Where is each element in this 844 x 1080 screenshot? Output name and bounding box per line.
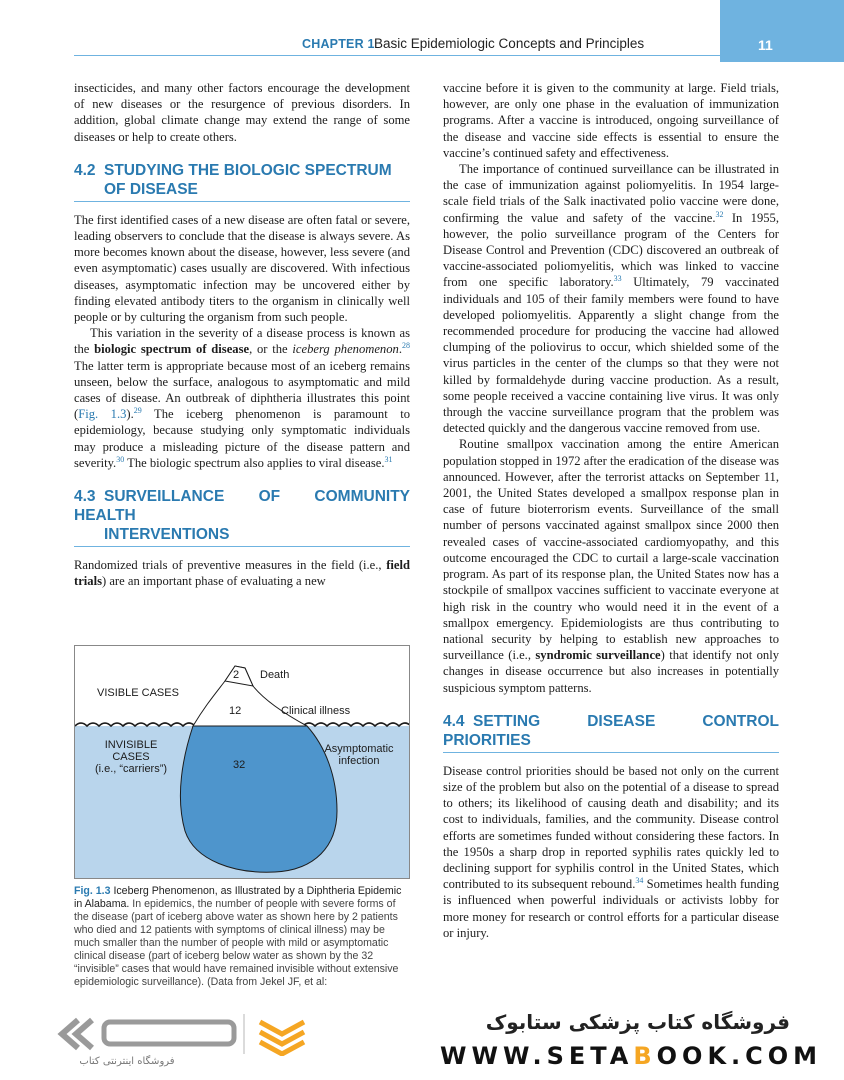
page-number-box [720, 0, 844, 62]
running-title: Basic Epidemiologic Concepts and Principles [374, 36, 645, 51]
section-heading-4-2 [74, 161, 410, 202]
label-invisible-1: INVISIBLE [104, 739, 158, 751]
paragraph: insecticides, and many other factors encourage the development of new diseases or the resurgence of previous disorders. In addition, global climate change may extend the range of some diseases or help to create others. [74, 81, 410, 144]
reference-link[interactable]: 33 [613, 274, 622, 284]
text-run: The biologic spectrum also applies to viral disease. [124, 455, 385, 470]
paragraph: The first identified cases of a new disease are often fatal or severe, leading observers to conclude that the disease is always severe. As more becomes known about the disease, however, less severe (and even asymptomatic) cases usually are discovered. With infectious diseases, asymptomatic infection may be uncovered either by finding elevated antibody titers to the organism in clinically well people or by culturing the organism from such people. [74, 212, 410, 325]
section-title-line: SURVEILLANCE OF COMMUNITY HEALTH [74, 488, 410, 525]
iceberg-illustration [74, 645, 410, 879]
iceberg-svg [75, 646, 409, 878]
text-run: ) are an important phase of evaluating a new [101, 574, 326, 589]
count-clinical: 12 [229, 705, 242, 717]
reference-link[interactable]: 29 [133, 406, 142, 416]
label-invisible-2: CASES [112, 751, 150, 763]
figure-link[interactable]: Fig. 1.3 [78, 407, 127, 422]
section-heading-4-3 [74, 487, 410, 547]
text-run: ). [126, 407, 134, 422]
section-title-line: SETTING DISEASE CONTROL PRIORITIES [443, 712, 779, 749]
section-heading-4-4 [443, 712, 779, 753]
section-title-line: STUDYING THE BIOLOGIC SPECTRUM [104, 161, 392, 179]
text-run: . [398, 342, 402, 357]
setabook-logo [48, 1012, 308, 1061]
url-accent: B [633, 1042, 657, 1070]
caption-label: Fig. 1.3 [74, 885, 111, 897]
count-invisible: 32 [233, 759, 246, 771]
iceberg-submerged [180, 726, 337, 872]
text-run: The iceberg phenomenon is paramount to epidemiology, because studying only symptomatic individuals may produce a misleading picture of the disease pattern and severity. [74, 407, 410, 470]
paragraph: vaccine before it is given to the community at large. Field trials, however, are only one phase in the evaluation of immunization programs. After a vaccine is introduced, ongoing surveillance of the disease and vaccine side effects is essential to ensure the vaccine’s continued safety and effectiveness. [443, 81, 779, 160]
chapter-label: CHAPTER 1 [302, 37, 375, 51]
reference-link[interactable]: 28 [401, 341, 410, 351]
header-rule [74, 55, 720, 56]
label-clinical: Clinical illness [281, 705, 351, 717]
text-run: This variation in the severity of a disease process is known as the [74, 326, 410, 357]
text-run: Ultimately, 79 vaccinated individuals and 105 of their family members were found to have developed poliomyelitis. Apparently a slight change from the recommended procedure for producing the vaccine had allowed clumping of the poliovirus to occur, which shielded some of the virus particles in the center of the clumps so that they were not killed by formaldehyde during vaccine production. As a result, some people received a vaccine containing live virus. It was only through the vaccine surveillance program that the problem was detected quickly and the dangerous vaccine removed from use. [443, 275, 779, 436]
store-url[interactable] [440, 1042, 823, 1070]
reference-link[interactable]: 31 [384, 454, 393, 464]
iceberg-visible [193, 666, 307, 726]
text-run: The latter term is appropriate because most of an iceberg remains unseen, below the surface, analogous to asymptomatic and mild cases of disease. An outbreak of diphtheria illustrates this point ( [74, 358, 410, 422]
term-bold: syndromic surveillance [535, 648, 661, 663]
section-number: 4.3 [74, 488, 96, 506]
left-column [74, 80, 410, 589]
url-part: WWW.SETA [440, 1042, 634, 1070]
label-visible-cases: VISIBLE CASES [97, 687, 179, 699]
reference-link[interactable]: 30 [116, 454, 125, 464]
count-death: 2 [233, 669, 240, 681]
right-column [443, 80, 779, 941]
store-name: فروشگاه کتاب پزشکی ستابوک [485, 1010, 790, 1034]
section-title-line: INTERVENTIONS [104, 526, 230, 544]
term-bold: biologic spectrum of disease [94, 342, 250, 357]
text-run: In 1955, however, the polio surveillance program of the Centers for Disease Control and Prevention (CDC) discovered an outbreak of vaccine-associated poliomyelitis, which was linked to vaccine from one specific laboratory. [443, 210, 780, 290]
label-asymptomatic-2: infection [338, 755, 380, 767]
url-part: OOK.COM [656, 1042, 823, 1070]
paragraph [443, 161, 779, 436]
text-run: Randomized trials of preventive measures in the field (i.e., [74, 558, 387, 573]
term-bold: field trials [74, 558, 410, 589]
section-title-line: OF DISEASE [104, 180, 198, 198]
figure-caption [74, 885, 410, 989]
reference-link[interactable]: 34 [635, 875, 644, 885]
label-death: Death [260, 669, 290, 681]
logo-icon [48, 1012, 308, 1056]
paragraph [74, 557, 410, 589]
text-run: Sometimes health funding is influenced when powerful individuals or activists lobby for more money for research or control efforts for a particular disease or injury. [443, 877, 779, 940]
label-invisible-3: (i.e., “carriers”) [94, 763, 168, 775]
text-run: The importance of continued surveillance can be illustrated in the case of immunization against poliomyelitis. In 1954 large-scale field trials of the Salk inactivated polio vaccine were done, confirming the value and safety of the vaccine. [443, 162, 779, 225]
paragraph [443, 436, 779, 695]
label-asymptomatic-1: Asymptomatic [324, 743, 394, 755]
logo-subtitle: فروشگاه اینترنتی کتاب [79, 1056, 175, 1067]
caption-title: Iceberg Phenomenon, as Illustrated by a Diphtheria Epidemic in Alabama. [74, 885, 402, 910]
text-run: ) that identify not only changes in disease occurrence but also increases in potentially suspicious symptom patterns. [443, 648, 780, 695]
paragraph [443, 763, 779, 941]
text-run: Disease control priorities should be based not only on the current size of the problem but also on the potential of a disease to spread to others; its likelihood of causing death and disability; and its cost to individuals, families, and the community. Disease control efforts are sometimes funded without considering these factors. In the 1950s a sharp drop in reported syphilis rates quickly led to declining support for syphilis control in the United States, which contributed to its subsequent rebound. [443, 763, 779, 892]
caption-body: In epidemics, the number of people with severe forms of the disease (part of iceberg above water as shown here by 2 patients who died and 12 patients with symptoms of clinical illness) may be much smaller than the number of people with mild or asymptomatic clinical disease (part of iceberg below water as shown by the 32 “invisible” cases that would have remained invisible without extensive epidemiologic surveillance). (Data from Jekel JF, et al: [74, 898, 399, 988]
page-number: 11 [758, 37, 773, 53]
text-run: , or the [249, 342, 293, 357]
reference-link[interactable]: 32 [715, 209, 724, 219]
figure-1-3 [74, 645, 410, 989]
text-run: Routine smallpox vaccination among the entire American population stopped in 1972 after the eradication of the disease was announced. However, after the terrorist attacks on September 11, 2001, the United States developed a smallpox response plan in case of future bioterrorism events. Surveillance of the small number of persons vaccinated against smallpox since 2000 then revealed cases of vaccine-associated cardiomyopathy, and this outcome encouraged the CDC to curtail a large-scale vaccination program. As part of its response plan, the United States now has a stockpile of smallpox vaccines sufficient to vaccinate everyone at high risk in the country who would need it in the event of a smallpox emergency. Epidemiologists are thus contributing to national security by helping to establish new approaches to surveillance (i.e., [443, 437, 779, 663]
paragraph [74, 325, 410, 471]
section-number: 4.4 [443, 712, 465, 730]
section-number: 4.2 [74, 161, 96, 179]
footer-fade [0, 990, 844, 1004]
term-italic: iceberg phenomenon [292, 342, 399, 357]
